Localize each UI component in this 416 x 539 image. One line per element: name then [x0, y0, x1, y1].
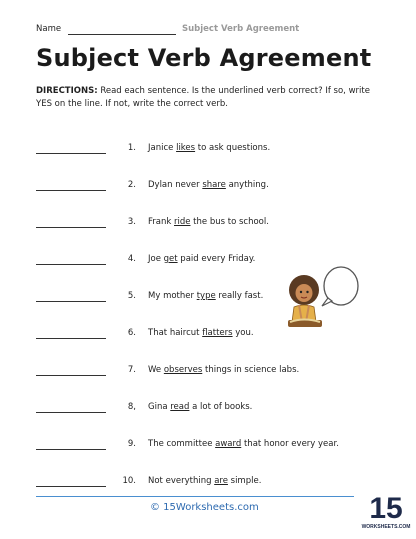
answer-line — [36, 301, 106, 302]
answer-line — [36, 190, 106, 191]
worksheets-logo — [361, 484, 411, 532]
answer-line — [36, 153, 106, 154]
question-sentence: Gina read a lot of books. — [148, 402, 253, 412]
cartoon-student-illustration — [282, 262, 362, 338]
name-line — [68, 34, 176, 35]
underlined-verb: likes — [176, 143, 196, 153]
question-number: 5. — [127, 291, 136, 301]
question-number: 6. — [127, 328, 136, 338]
underlined-verb: flatters — [202, 328, 233, 338]
name-label: Name — [36, 24, 62, 34]
underlined-verb: read — [170, 402, 190, 412]
directions — [36, 85, 386, 111]
answer-line — [36, 227, 106, 228]
question-sentence: Dylan never share anything. — [148, 180, 269, 190]
underlined-verb: ride — [174, 217, 191, 227]
answer-line — [36, 264, 106, 265]
answer-line — [36, 338, 106, 339]
directions-label: DIRECTIONS: — [36, 86, 98, 96]
answer-line — [36, 486, 106, 487]
question-sentence: Joe get paid every Friday. — [148, 254, 256, 264]
question-sentence: That haircut flatters you. — [148, 328, 254, 338]
question-number: 2. — [127, 180, 136, 190]
question-number: 3. — [127, 217, 136, 227]
worksheet-title: Subject Verb Agreement — [182, 24, 300, 34]
page-title: Subject Verb Agreement — [36, 44, 372, 72]
question-sentence: Frank ride the bus to school. — [148, 217, 269, 227]
question-number: 8, — [127, 402, 136, 412]
question-number: 4. — [127, 254, 136, 264]
footer-divider — [36, 496, 354, 497]
underlined-verb: get — [163, 254, 178, 264]
question-sentence: My mother type really fast. — [148, 291, 264, 301]
question-number: 9. — [127, 439, 136, 449]
underlined-verb: are — [214, 476, 228, 486]
question-sentence: Not everything are simple. — [148, 476, 262, 486]
underlined-verb: type — [196, 291, 216, 301]
question-sentence: Janice likes to ask questions. — [148, 143, 271, 153]
underlined-verb: share — [202, 180, 226, 190]
answer-line — [36, 449, 106, 450]
footer-copyright[interactable]: © 15Worksheets.com — [150, 502, 259, 513]
question-number: 10. — [122, 476, 136, 486]
question-number: 1. — [127, 143, 136, 153]
logo-number: 15 — [369, 492, 403, 525]
answer-line — [36, 375, 106, 376]
logo-text: WORKSHEETS.COM — [361, 524, 411, 530]
answer-line — [36, 412, 106, 413]
underlined-verb: award — [215, 439, 242, 449]
question-sentence: We observes things in science labs. — [148, 365, 300, 375]
underlined-verb: observes — [163, 365, 203, 375]
directions-text: Read each sentence. Is the underlined verb correct? If so, write YES on the line. If not, write the correct verb. — [36, 86, 370, 109]
question-sentence: The committee award that honor every year. — [148, 439, 339, 449]
question-number: 7. — [127, 365, 136, 375]
